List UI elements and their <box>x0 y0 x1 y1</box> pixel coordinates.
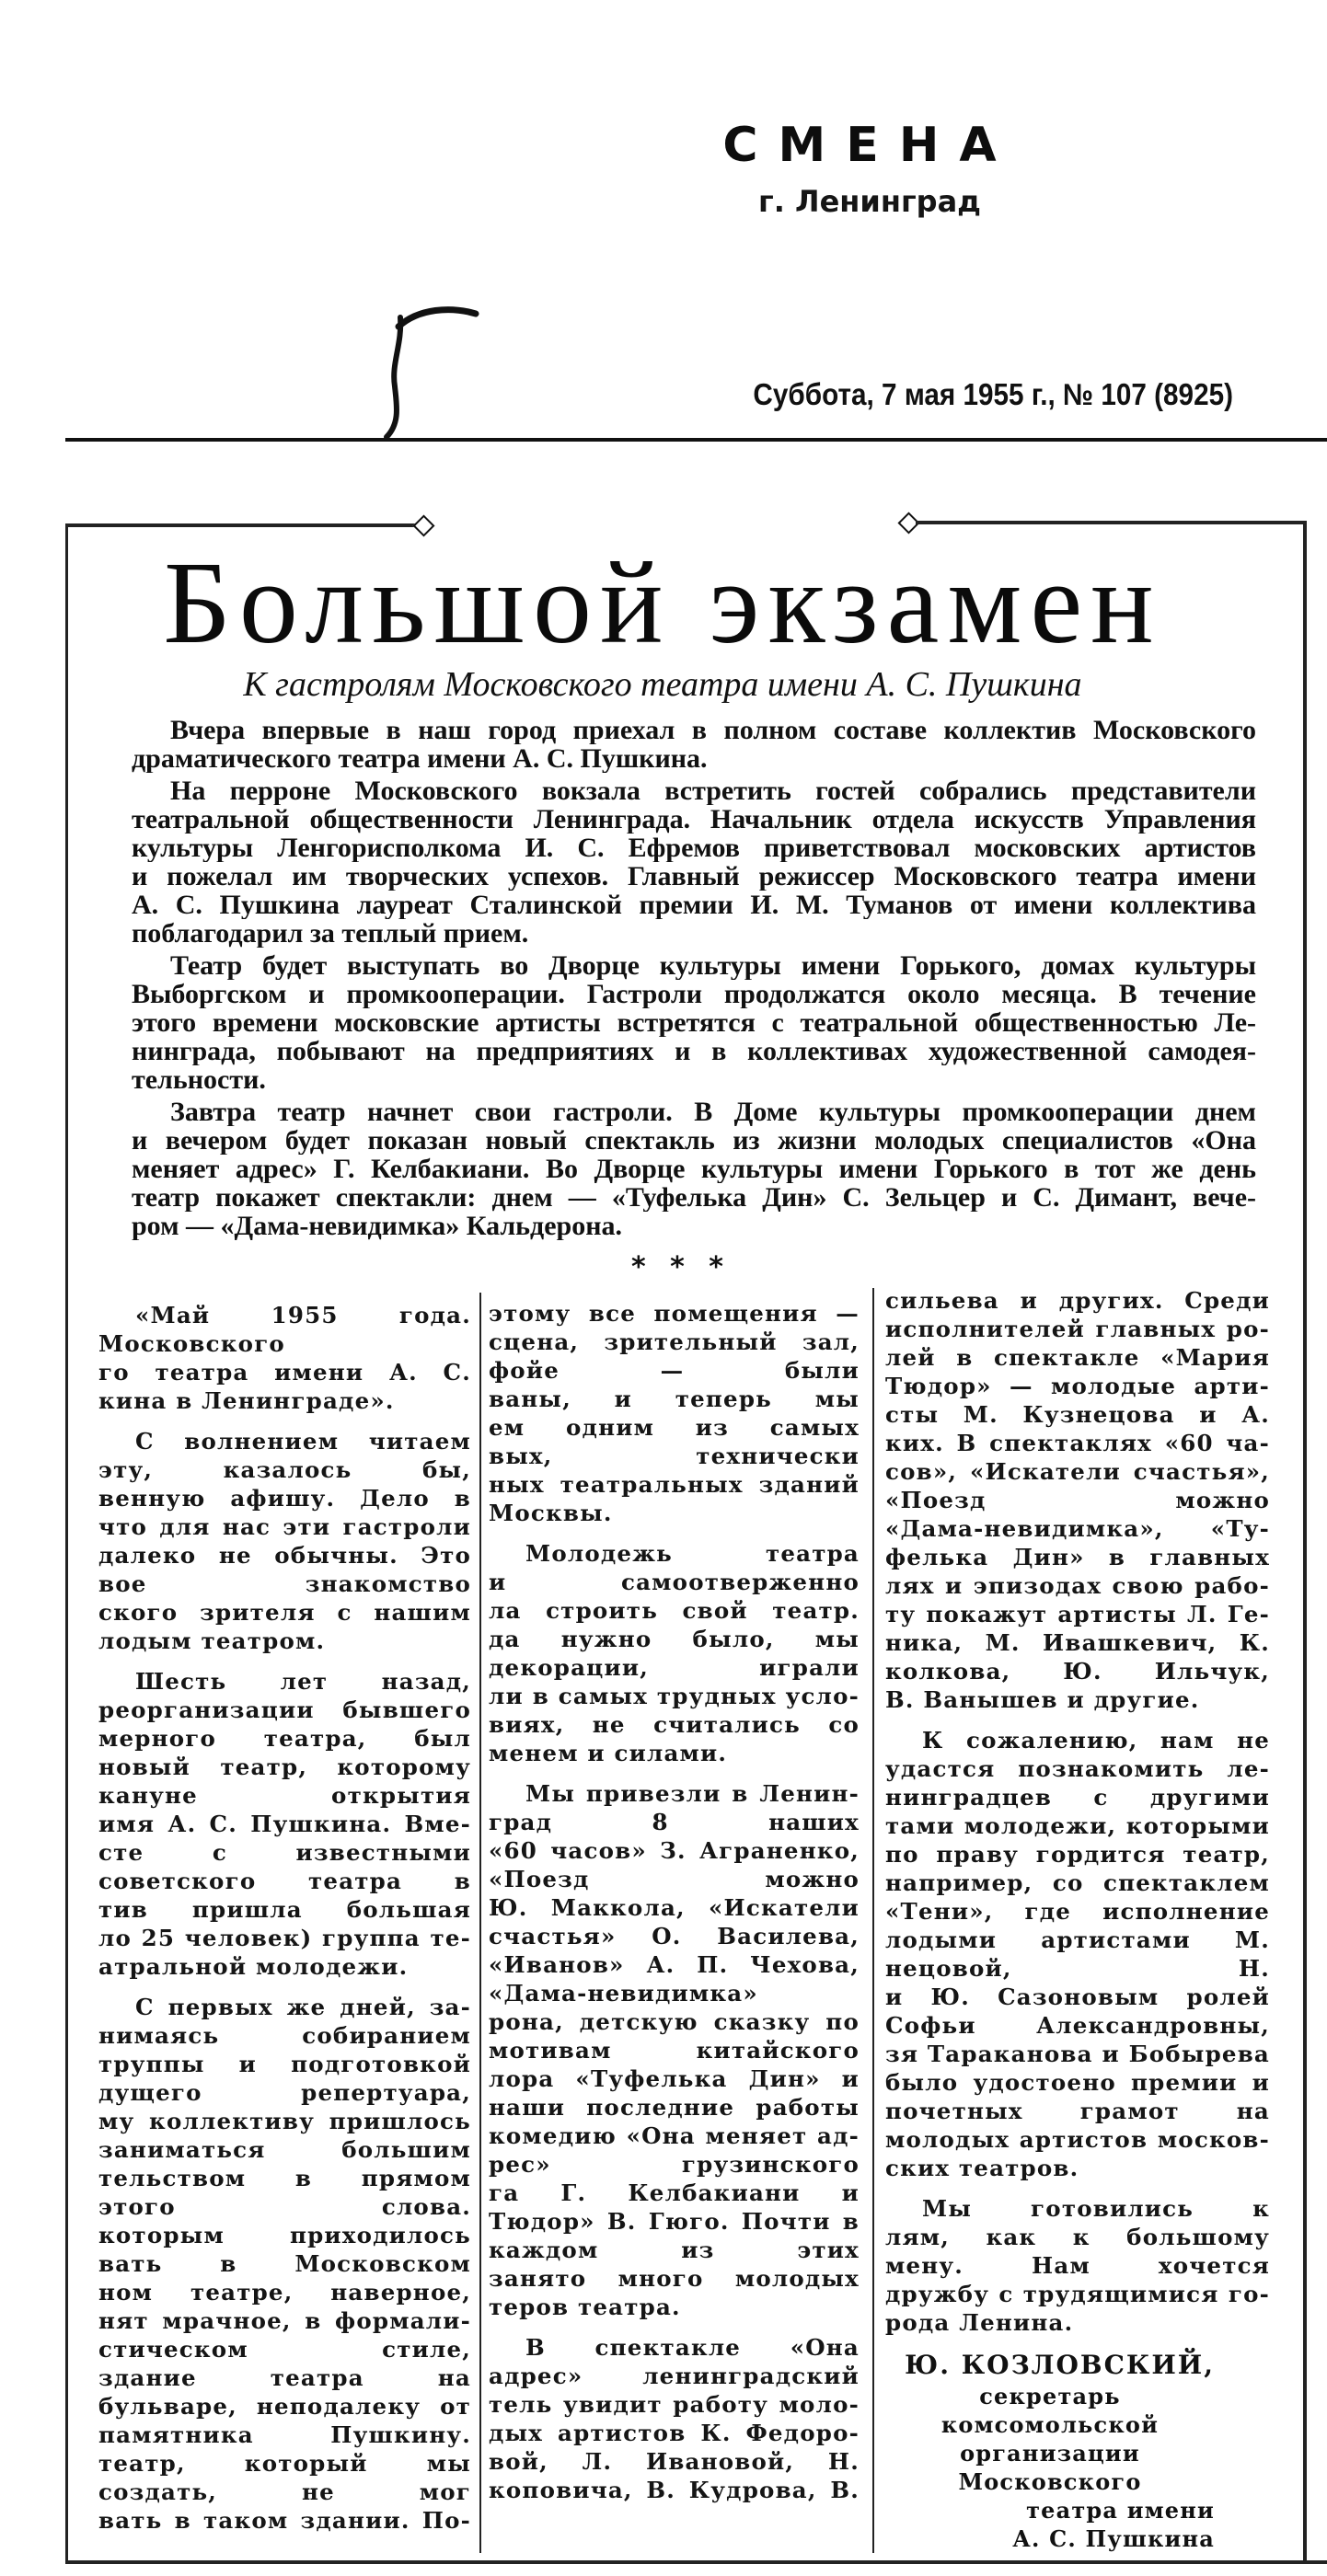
paragraph <box>885 1286 1270 1714</box>
article-intro <box>132 716 1256 1244</box>
section-separator: * * * <box>631 1251 731 1283</box>
article-column-3 <box>885 1286 1270 2553</box>
text-line: было удостоено премии и <box>885 2069 1270 2096</box>
handwritten-mark-5 <box>373 299 483 442</box>
author-position: организации Московского <box>958 2440 1142 2495</box>
text-line: А. С. Пушкина лауреат Сталинской премии И. М. Туманов от имени коллектива <box>132 891 1256 919</box>
text-line: театр покажет спектакли: днем — «Туфелька Дин» С. Зельцер и С. Димант, вече- <box>132 1183 1256 1212</box>
text-line: поблагодарил за теплый прием. <box>132 919 529 948</box>
text-line: исполнителей главных ро- <box>885 1316 1270 1342</box>
paragraph <box>132 951 1256 1094</box>
box-right-rule <box>1303 521 1307 2564</box>
text-line: дущего репертуара, <box>98 2079 471 2106</box>
text-line: Ю. Маккола, «Искатели <box>489 1894 860 1921</box>
text-line: Выборгском и промкооперации. Гастроли продолжатся около месяца. В течение <box>132 980 1256 1008</box>
paragraph <box>132 776 1256 948</box>
text-line: например, со спектаклем <box>885 1869 1270 1896</box>
paragraph <box>489 2333 860 2504</box>
text-line: театральной общественности Ленинграда. Начальник отдела искусств Управления <box>132 805 1256 834</box>
text-line: драматического театра имени А. С. Пушкина. <box>132 744 708 773</box>
text-line: С волнением читаем <box>135 1428 471 1455</box>
article-title: Большой экзамен <box>163 537 1162 668</box>
text-line: В спектакле «Она <box>525 2334 860 2361</box>
text-line: рона, детскую сказку по <box>489 2008 860 2035</box>
author-name: Ю. КОЗЛОВСКИЙ, <box>905 2350 1215 2380</box>
issue-dateline: Суббота, 7 мая 1955 г., № 107 (8925) <box>753 377 1233 411</box>
text-line: молодых артистов москов- <box>885 2126 1270 2153</box>
text-line: этому все помещения — <box>489 1300 860 1327</box>
text-line: нят мрачное, в формали- <box>98 2307 471 2334</box>
text-line: колкова, Ю. Ильчук, <box>885 1658 1270 1685</box>
text-line: и Ю. Сазоновым ролей <box>885 1984 1270 2010</box>
text-line: вое знакомство <box>98 1570 471 1597</box>
text-line: теров театра. <box>489 2294 681 2320</box>
text-line: тельности. <box>132 1065 266 1094</box>
text-line: сцена, зрительный зал, <box>489 1328 860 1355</box>
text-line: град 8 наших <box>489 1809 860 1835</box>
newspaper-name: СМЕНА <box>722 118 1017 173</box>
text-line: лора «Туфелька Дин» и <box>489 2065 860 2092</box>
text-line: кануне открытия <box>98 1782 471 1809</box>
paragraph <box>489 1779 860 2321</box>
text-line: ского зрителя с нашим <box>98 1599 471 1626</box>
text-line: сильева и других. Среди <box>885 1287 1270 1314</box>
paragraph <box>132 1098 1256 1240</box>
text-line: га Г. Келбакиани и <box>489 2179 860 2206</box>
text-line: сте с известными <box>98 1839 471 1866</box>
text-line: и вечером будет показан новый спектакль из жизни молодых специалистов «Она <box>132 1126 1256 1155</box>
text-line: бульваре, неподалеку от <box>98 2393 471 2420</box>
text-line: лям, как к большому <box>885 2224 1270 2250</box>
text-line: В. Ванышев и другие. <box>885 1686 1200 1713</box>
text-line: му коллективу пришлось <box>98 2108 471 2134</box>
text-line: Софьи Александровны, <box>885 2012 1270 2039</box>
text-line: венную афишу. Дело в <box>98 1485 471 1512</box>
text-line: декорации, играли <box>489 1654 860 1681</box>
text-line: ских театров. <box>885 2155 1079 2181</box>
box-bottom-rule <box>65 2560 1327 2564</box>
text-line: К сожалению, нам не <box>922 1727 1270 1754</box>
text-line: ном театре, наверное, <box>98 2279 471 2306</box>
text-line: ло 25 человек) группа те- <box>98 1925 471 1951</box>
text-line: создать, не мог <box>98 2478 471 2505</box>
text-line: С первых же дней, за- <box>135 1994 471 2020</box>
text-line: фойе — были <box>489 1357 860 1384</box>
text-line: зя Тараканова и Бобырева <box>885 2041 1270 2067</box>
text-line: почетных грамот на <box>885 2098 1270 2124</box>
text-line: меняет адрес» Г. Келбакиани. Во Дворце культуры имени Горького в тот же день <box>132 1155 1256 1183</box>
text-line: труппы и подготовкой <box>98 2051 471 2077</box>
text-line: каждом из этих <box>489 2237 860 2263</box>
author-position: А. С. Пушкина <box>1012 2525 1215 2552</box>
text-line: ных театральных зданий <box>489 1471 860 1498</box>
text-line: тель увидит работу моло- <box>489 2391 860 2418</box>
text-line: эту, казалось бы, <box>98 1456 471 1483</box>
text-line: рода Ленина. <box>885 2309 1074 2336</box>
article-column-1 <box>98 1301 471 2547</box>
text-line: новый театр, которому <box>98 1754 471 1780</box>
text-line: адрес» ленинградский <box>489 2363 860 2389</box>
text-line: менем и силами. <box>489 1740 728 1766</box>
text-line: ли в самых трудных усло- <box>489 1683 860 1709</box>
text-line: культуры Ленгорисполкома И. С. Ефремов приветствовал московских артистов <box>132 834 1256 862</box>
text-line: Тюдор» В. Гюго. Почти в <box>489 2208 860 2235</box>
text-line: лях и эпизодах свою рабо- <box>885 1572 1270 1599</box>
box-top-rule-left <box>65 523 418 527</box>
text-line: коповича, В. Кудрова, В. <box>489 2477 860 2503</box>
text-line: нимаясь собиранием <box>98 2022 471 2049</box>
text-line: тив пришла большая <box>98 1896 471 1923</box>
text-line: вать в таком здании. По- <box>98 2507 471 2534</box>
paragraph <box>489 1299 860 1527</box>
text-line: советского театра в <box>98 1868 471 1894</box>
column-rule <box>479 1293 481 2553</box>
text-line: Молодежь театра <box>525 1540 860 1567</box>
box-top-rule-right <box>916 521 1306 524</box>
text-line: занято много молодых <box>489 2265 860 2292</box>
text-line: ту покажут артисты Л. Ге- <box>885 1601 1270 1627</box>
text-line: мерного театра, был <box>98 1725 471 1752</box>
text-line: «Дама-невидимка», «Ту- <box>885 1515 1270 1542</box>
text-line: кина в Ленинграде». <box>98 1387 395 1414</box>
text-line: ника, М. Ивашкевич, К. <box>885 1629 1270 1656</box>
text-line: имя А. С. Пушкина. Вме- <box>98 1811 471 1837</box>
newspaper-city: г. Ленинград <box>758 184 981 219</box>
text-line: нинградцев с другими <box>885 1784 1270 1811</box>
text-line: Москвы. <box>489 1500 613 1526</box>
text-line: виях, не считались со <box>489 1711 860 1738</box>
text-line: здание театра на <box>98 2364 471 2391</box>
text-line: нецовой, Н. <box>885 1955 1270 1982</box>
text-line: и самоотверженно <box>489 1569 860 1595</box>
text-line: Завтра театр начнет свои гастроли. В Доме культуры промкооперации днем <box>170 1098 1256 1126</box>
column-rule <box>872 1288 874 2553</box>
paragraph <box>98 1301 471 1415</box>
article-column-2 <box>489 1299 860 2516</box>
text-line: что для нас эти гастроли <box>98 1513 471 1540</box>
text-line: Мы привезли в Ленин- <box>525 1780 860 1807</box>
paragraph <box>885 2194 1270 2337</box>
author-signature <box>885 2349 1270 2553</box>
text-line: «Тени», где исполнение <box>885 1898 1270 1925</box>
text-line: далеко не обычны. Это <box>98 1542 471 1569</box>
text-line: лодым театром. <box>98 1627 326 1654</box>
text-line: «Май 1955 года. <box>135 1302 471 1328</box>
text-line: которым приходилось <box>98 2222 471 2248</box>
text-line: «Дама-невидимка» <box>489 1980 758 2007</box>
diamond-ornament <box>412 514 434 536</box>
text-line: стическом стиле, <box>98 2336 471 2363</box>
text-line: сов», «Искатели счастья», <box>885 1458 1270 1485</box>
masthead-rule <box>65 438 1327 442</box>
text-line: ваны, и теперь мы <box>489 1386 860 1412</box>
text-line: тами молодежи, которыми <box>885 1812 1270 1839</box>
text-line: Московского <box>98 1330 285 1357</box>
text-line: Шесть лет назад, <box>135 1668 471 1695</box>
text-line: «Иванов» А. П. Чехова, <box>489 1951 860 1978</box>
text-line: удастся познакомить ле- <box>885 1755 1270 1782</box>
paragraph <box>98 1993 471 2535</box>
text-line: дружбу с трудящимися го- <box>885 2281 1270 2307</box>
text-line: счастья» О. Василева, <box>489 1923 860 1949</box>
text-line: тельством в прямом <box>98 2165 471 2191</box>
text-line: ем одним из самых <box>489 1414 860 1441</box>
author-position: секретарь комсомольской <box>940 2383 1160 2438</box>
text-line: рес» грузинского <box>489 2151 860 2178</box>
text-line: Мы готовились к <box>922 2195 1270 2222</box>
text-line: да нужно было, мы <box>489 1626 860 1652</box>
text-line: этого времени московские артисты встретятся с театральной общественностью Ле- <box>132 1008 1256 1037</box>
text-line: вых, технически <box>489 1443 860 1469</box>
paragraph <box>98 1667 471 1981</box>
text-line: Театр будет выступать во Дворце культуры имени Горького, домах культуры <box>170 951 1256 980</box>
text-line: лей в спектакле «Мария <box>885 1344 1270 1371</box>
text-line: ром — «Дама-невидимка» Кальдерона. <box>132 1212 622 1240</box>
text-line: ких. В спектаклях «60 ча- <box>885 1430 1270 1456</box>
text-line: этого слова. <box>98 2193 471 2220</box>
text-line: сты М. Кузнецова и А. <box>885 1401 1270 1428</box>
text-line: вать в Московском <box>98 2250 471 2277</box>
paragraph <box>885 1726 1270 2182</box>
text-line: На перроне Московского вокзала встретить гостей собрались представители <box>170 776 1256 805</box>
text-line: фелька Дин» в главных <box>885 1544 1270 1570</box>
text-line: «Поезд можно <box>489 1866 860 1892</box>
paragraph <box>132 716 1256 773</box>
text-line: мену. Нам хочется <box>885 2252 1270 2279</box>
text-line: го театра имени А. С. <box>98 1359 471 1386</box>
article-subtitle: К гастролям Московского театра имени А. С. Пушкина <box>243 665 1082 704</box>
text-line: вой, Л. Ивановой, Н. <box>489 2448 860 2475</box>
text-line: мотивам китайского <box>489 2037 860 2064</box>
text-line: заниматься большим <box>98 2136 471 2163</box>
text-line: «60 часов» З. Аграненко, <box>489 1837 860 1864</box>
text-line: по праву гордится театр, <box>885 1841 1270 1868</box>
text-line: реорганизации бывшего <box>98 1696 471 1723</box>
text-line: наши последние работы <box>489 2094 860 2121</box>
text-line: Вчера впервые в наш город приехал в полном составе коллектив Московского <box>170 716 1256 744</box>
text-line: комедию «Она меняет ад- <box>489 2122 860 2149</box>
paragraph <box>98 1427 471 1655</box>
text-line: памятника Пушкину. <box>98 2421 471 2448</box>
text-line: атральной молодежи. <box>98 1953 409 1980</box>
text-line: и пожелал им творческих успехов. Главный режиссер Московского театра имени <box>132 862 1256 891</box>
text-line: ла строить свой театр. <box>489 1597 860 1624</box>
box-left-rule <box>65 523 68 2564</box>
text-line: «Поезд можно <box>885 1487 1270 1513</box>
text-line: Тюдор» — молодые арти- <box>885 1373 1270 1399</box>
text-line: дых артистов К. Федоро- <box>489 2420 860 2446</box>
text-line: театр, который мы <box>98 2450 471 2477</box>
paragraph <box>489 1539 860 1767</box>
text-line: лодыми артистами М. <box>885 1926 1270 1953</box>
author-position: театра имени <box>1026 2497 1215 2524</box>
text-line: нинграда, побывают на предприятиях и в коллективах художественной самодея- <box>132 1037 1256 1065</box>
